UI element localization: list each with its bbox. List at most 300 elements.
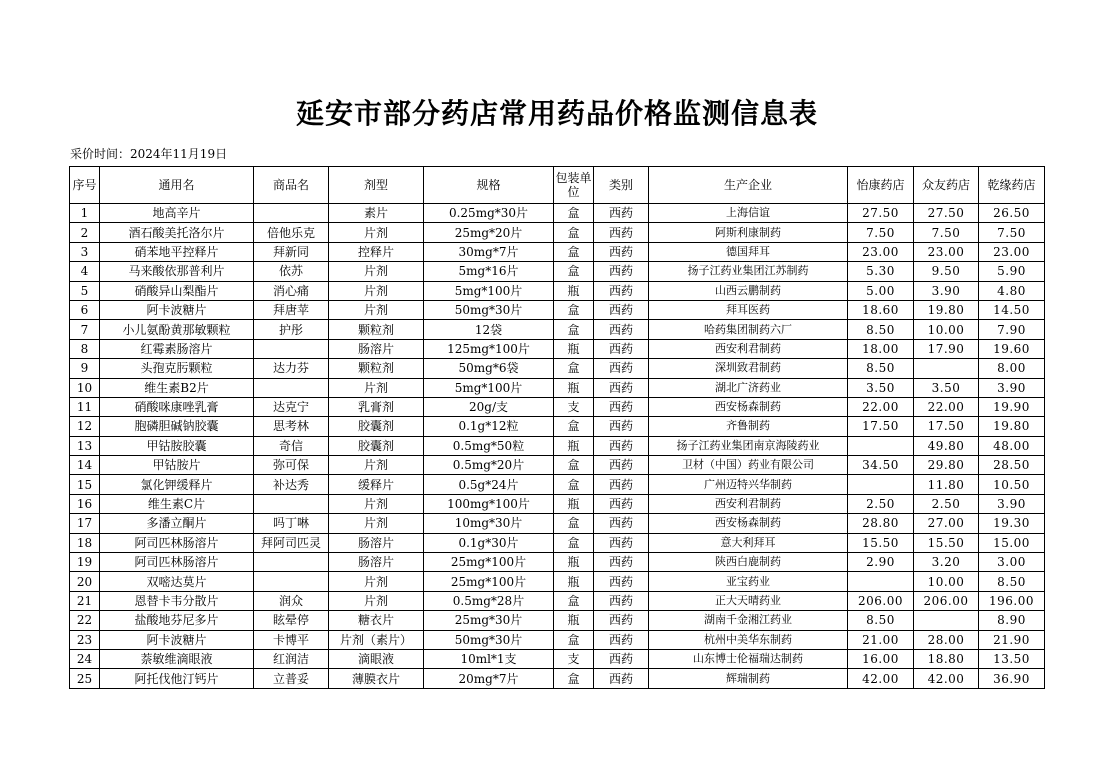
cell-unit: 支	[554, 397, 594, 416]
cell-brand: 眩晕停	[254, 611, 329, 630]
cell-brand: 卡博平	[254, 630, 329, 649]
cell-form: 控释片	[329, 242, 424, 261]
cell-price-yikang: 16.00	[848, 649, 914, 668]
table-row	[70, 359, 1045, 378]
cell-spec: 20g/支	[424, 397, 554, 416]
cell-price-zhongyou: 2.50	[914, 494, 979, 513]
cell-brand	[254, 378, 329, 397]
cell-price-yikang: 206.00	[848, 591, 914, 610]
table-row	[70, 436, 1045, 455]
cell-brand: 消心痛	[254, 281, 329, 300]
cell-generic: 萘敏维滴眼液	[100, 649, 254, 668]
cell-no: 8	[70, 339, 100, 358]
cell-form: 乳膏剂	[329, 397, 424, 416]
cell-brand: 依苏	[254, 262, 329, 281]
cell-price-yikang: 2.50	[848, 494, 914, 513]
cell-brand: 达克宁	[254, 397, 329, 416]
cell-price-qianyuan: 10.50	[979, 475, 1045, 494]
col-header-yikang: 怡康药店	[848, 167, 914, 204]
cell-form: 肠溶片	[329, 533, 424, 552]
cell-category: 西药	[594, 262, 649, 281]
price-table	[69, 166, 1045, 689]
cell-price-qianyuan: 13.50	[979, 649, 1045, 668]
cell-category: 西药	[594, 281, 649, 300]
table-row	[70, 223, 1045, 242]
cell-price-zhongyou: 22.00	[914, 397, 979, 416]
cell-price-qianyuan: 7.50	[979, 223, 1045, 242]
cell-no: 19	[70, 553, 100, 572]
cell-maker: 阿斯利康制药	[649, 223, 848, 242]
cell-category: 西药	[594, 417, 649, 436]
cell-price-zhongyou: 10.00	[914, 320, 979, 339]
cell-no: 16	[70, 494, 100, 513]
cell-category: 西药	[594, 494, 649, 513]
cell-brand: 补达秀	[254, 475, 329, 494]
cell-price-zhongyou: 17.90	[914, 339, 979, 358]
survey-time: 采价时间：2024年11月19日	[70, 147, 228, 161]
cell-maker: 山东博士伦福瑞达制药	[649, 649, 848, 668]
cell-brand	[254, 553, 329, 572]
cell-form: 片剂	[329, 281, 424, 300]
cell-spec: 5mg*100片	[424, 281, 554, 300]
cell-generic: 阿卡波糖片	[100, 300, 254, 319]
cell-form: 缓释片	[329, 475, 424, 494]
cell-brand: 拜阿司匹灵	[254, 533, 329, 552]
cell-spec: 25mg*100片	[424, 553, 554, 572]
cell-maker: 西安利君制药	[649, 339, 848, 358]
cell-no: 10	[70, 378, 100, 397]
cell-generic: 小儿氨酚黄那敏颗粒	[100, 320, 254, 339]
cell-unit: 瓶	[554, 339, 594, 358]
cell-category: 西药	[594, 320, 649, 339]
cell-no: 21	[70, 591, 100, 610]
cell-price-yikang: 2.90	[848, 553, 914, 572]
cell-price-yikang: 8.50	[848, 611, 914, 630]
cell-generic: 阿托伐他汀钙片	[100, 669, 254, 688]
cell-unit: 盒	[554, 591, 594, 610]
table-row	[70, 339, 1045, 358]
cell-spec: 25mg*20片	[424, 223, 554, 242]
cell-spec: 50mg*30片	[424, 630, 554, 649]
cell-unit: 盒	[554, 262, 594, 281]
cell-price-qianyuan: 28.50	[979, 456, 1045, 475]
cell-unit: 盒	[554, 514, 594, 533]
table-row	[70, 494, 1045, 513]
cell-no: 6	[70, 300, 100, 319]
cell-generic: 恩替卡韦分散片	[100, 591, 254, 610]
cell-generic: 红霉素肠溶片	[100, 339, 254, 358]
cell-unit: 盒	[554, 417, 594, 436]
cell-maker: 卫材（中国）药业有限公司	[649, 456, 848, 475]
cell-brand: 护彤	[254, 320, 329, 339]
cell-price-yikang	[848, 436, 914, 455]
cell-price-yikang: 17.50	[848, 417, 914, 436]
cell-form: 片剂	[329, 494, 424, 513]
cell-price-zhongyou: 23.00	[914, 242, 979, 261]
cell-spec: 5mg*16片	[424, 262, 554, 281]
table-row	[70, 572, 1045, 591]
table-row	[70, 242, 1045, 261]
cell-category: 西药	[594, 300, 649, 319]
cell-category: 西药	[594, 649, 649, 668]
table-row	[70, 281, 1045, 300]
cell-form: 片剂	[329, 223, 424, 242]
cell-price-yikang: 18.60	[848, 300, 914, 319]
cell-spec: 30mg*7片	[424, 242, 554, 261]
cell-brand	[254, 339, 329, 358]
cell-category: 西药	[594, 591, 649, 610]
cell-price-zhongyou: 3.50	[914, 378, 979, 397]
cell-category: 西药	[594, 359, 649, 378]
cell-price-qianyuan: 3.00	[979, 553, 1045, 572]
cell-price-qianyuan: 8.00	[979, 359, 1045, 378]
cell-unit: 盒	[554, 242, 594, 261]
table-row	[70, 204, 1045, 223]
cell-price-qianyuan: 21.90	[979, 630, 1045, 649]
cell-unit: 盒	[554, 456, 594, 475]
cell-spec: 10mg*30片	[424, 514, 554, 533]
page-title: 延安市部分药店常用药品价格监测信息表	[295, 97, 818, 130]
cell-price-qianyuan: 196.00	[979, 591, 1045, 610]
cell-category: 西药	[594, 553, 649, 572]
col-header-category: 类别	[594, 167, 649, 204]
cell-category: 西药	[594, 397, 649, 416]
cell-price-zhongyou: 206.00	[914, 591, 979, 610]
cell-spec: 25mg*100片	[424, 572, 554, 591]
table-row	[70, 669, 1045, 688]
cell-form: 片剂	[329, 378, 424, 397]
cell-form: 胶囊剂	[329, 417, 424, 436]
cell-no: 14	[70, 456, 100, 475]
cell-maker: 西安杨森制药	[649, 397, 848, 416]
cell-no: 24	[70, 649, 100, 668]
cell-generic: 阿司匹林肠溶片	[100, 533, 254, 552]
cell-unit: 盒	[554, 223, 594, 242]
cell-category: 西药	[594, 630, 649, 649]
cell-form: 片剂	[329, 300, 424, 319]
cell-brand: 奇信	[254, 436, 329, 455]
cell-generic: 酒石酸美托洛尔片	[100, 223, 254, 242]
col-header-unit: 包装单位	[554, 167, 594, 204]
cell-category: 西药	[594, 669, 649, 688]
cell-price-yikang: 22.00	[848, 397, 914, 416]
cell-unit: 瓶	[554, 572, 594, 591]
cell-spec: 0.5mg*50粒	[424, 436, 554, 455]
cell-price-yikang: 18.00	[848, 339, 914, 358]
cell-brand: 立普妥	[254, 669, 329, 688]
cell-price-qianyuan: 23.00	[979, 242, 1045, 261]
cell-category: 西药	[594, 533, 649, 552]
cell-maker: 扬子江药业集团南京海陵药业	[649, 436, 848, 455]
cell-price-yikang: 34.50	[848, 456, 914, 475]
cell-generic: 甲钴胺胶囊	[100, 436, 254, 455]
cell-maker: 拜耳医药	[649, 300, 848, 319]
cell-price-zhongyou: 49.80	[914, 436, 979, 455]
cell-unit: 瓶	[554, 494, 594, 513]
cell-unit: 盒	[554, 533, 594, 552]
cell-form: 肠溶片	[329, 553, 424, 572]
cell-unit: 盒	[554, 630, 594, 649]
cell-brand: 拜新同	[254, 242, 329, 261]
cell-brand: 吗丁啉	[254, 514, 329, 533]
cell-price-qianyuan: 48.00	[979, 436, 1045, 455]
cell-maker: 上海信谊	[649, 204, 848, 223]
cell-price-zhongyou: 15.50	[914, 533, 979, 552]
cell-price-zhongyou: 11.80	[914, 475, 979, 494]
cell-unit: 瓶	[554, 281, 594, 300]
cell-no: 12	[70, 417, 100, 436]
cell-price-yikang: 42.00	[848, 669, 914, 688]
cell-spec: 10ml*1支	[424, 649, 554, 668]
cell-generic: 地高辛片	[100, 204, 254, 223]
table-row	[70, 591, 1045, 610]
cell-form: 糖衣片	[329, 611, 424, 630]
cell-no: 3	[70, 242, 100, 261]
cell-category: 西药	[594, 572, 649, 591]
cell-brand: 弥可保	[254, 456, 329, 475]
cell-brand: 红润洁	[254, 649, 329, 668]
cell-price-qianyuan: 19.30	[979, 514, 1045, 533]
cell-no: 23	[70, 630, 100, 649]
cell-maker: 西安利君制药	[649, 494, 848, 513]
cell-no: 1	[70, 204, 100, 223]
cell-price-qianyuan: 15.00	[979, 533, 1045, 552]
cell-spec: 25mg*30片	[424, 611, 554, 630]
cell-form: 片剂（素片）	[329, 630, 424, 649]
table-body	[70, 204, 1045, 689]
cell-price-zhongyou: 7.50	[914, 223, 979, 242]
cell-spec: 20mg*7片	[424, 669, 554, 688]
cell-category: 西药	[594, 339, 649, 358]
cell-unit: 瓶	[554, 553, 594, 572]
cell-price-zhongyou: 3.90	[914, 281, 979, 300]
col-header-no: 序号	[70, 167, 100, 204]
col-header-qianyuan: 乾缘药店	[979, 167, 1045, 204]
cell-category: 西药	[594, 475, 649, 494]
cell-price-yikang: 3.50	[848, 378, 914, 397]
cell-generic: 硝酸异山梨酯片	[100, 281, 254, 300]
cell-price-qianyuan: 8.90	[979, 611, 1045, 630]
cell-no: 11	[70, 397, 100, 416]
col-header-spec: 规格	[424, 167, 554, 204]
cell-no: 7	[70, 320, 100, 339]
cell-price-zhongyou: 9.50	[914, 262, 979, 281]
cell-category: 西药	[594, 242, 649, 261]
cell-category: 西药	[594, 456, 649, 475]
cell-form: 片剂	[329, 514, 424, 533]
cell-price-zhongyou: 42.00	[914, 669, 979, 688]
cell-form: 胶囊剂	[329, 436, 424, 455]
cell-form: 薄膜衣片	[329, 669, 424, 688]
cell-category: 西药	[594, 204, 649, 223]
cell-maker: 广州迈特兴华制药	[649, 475, 848, 494]
cell-no: 25	[70, 669, 100, 688]
cell-price-zhongyou: 18.80	[914, 649, 979, 668]
cell-price-yikang	[848, 572, 914, 591]
cell-price-qianyuan: 8.50	[979, 572, 1045, 591]
cell-generic: 头孢克肟颗粒	[100, 359, 254, 378]
cell-maker: 湖南千金湘江药业	[649, 611, 848, 630]
table-row	[70, 378, 1045, 397]
cell-maker: 陕西白鹿制药	[649, 553, 848, 572]
cell-price-qianyuan: 14.50	[979, 300, 1045, 319]
cell-price-yikang	[848, 475, 914, 494]
col-header-maker: 生产企业	[649, 167, 848, 204]
cell-spec: 0.5g*24片	[424, 475, 554, 494]
cell-price-zhongyou: 27.00	[914, 514, 979, 533]
table-row	[70, 262, 1045, 281]
table-row	[70, 533, 1045, 552]
cell-maker: 德国拜耳	[649, 242, 848, 261]
cell-brand	[254, 494, 329, 513]
cell-price-yikang: 21.00	[848, 630, 914, 649]
cell-maker: 杭州中美华东制药	[649, 630, 848, 649]
cell-no: 9	[70, 359, 100, 378]
cell-generic: 维生素B2片	[100, 378, 254, 397]
cell-form: 片剂	[329, 262, 424, 281]
cell-form: 颗粒剂	[329, 320, 424, 339]
cell-maker: 湖北广济药业	[649, 378, 848, 397]
col-header-form: 剂型	[329, 167, 424, 204]
cell-category: 西药	[594, 611, 649, 630]
cell-unit: 瓶	[554, 378, 594, 397]
cell-price-qianyuan: 7.90	[979, 320, 1045, 339]
cell-maker: 哈药集团制药六厂	[649, 320, 848, 339]
cell-maker: 扬子江药业集团江苏制药	[649, 262, 848, 281]
cell-no: 18	[70, 533, 100, 552]
cell-spec: 12袋	[424, 320, 554, 339]
table-row	[70, 630, 1045, 649]
cell-unit: 盒	[554, 669, 594, 688]
cell-price-yikang: 15.50	[848, 533, 914, 552]
table-row	[70, 397, 1045, 416]
table-row	[70, 553, 1045, 572]
cell-price-qianyuan: 3.90	[979, 494, 1045, 513]
cell-generic: 硝酸咪康唑乳膏	[100, 397, 254, 416]
cell-maker: 亚宝药业	[649, 572, 848, 591]
col-header-zhongyou: 众友药店	[914, 167, 979, 204]
table-row	[70, 649, 1045, 668]
cell-price-yikang: 28.80	[848, 514, 914, 533]
cell-unit: 瓶	[554, 436, 594, 455]
cell-category: 西药	[594, 223, 649, 242]
cell-maker: 辉瑞制药	[649, 669, 848, 688]
cell-brand	[254, 204, 329, 223]
cell-no: 2	[70, 223, 100, 242]
cell-maker: 深圳致君制药	[649, 359, 848, 378]
cell-price-qianyuan: 26.50	[979, 204, 1045, 223]
cell-unit: 盒	[554, 204, 594, 223]
cell-price-zhongyou: 19.80	[914, 300, 979, 319]
cell-spec: 0.1g*30片	[424, 533, 554, 552]
cell-no: 15	[70, 475, 100, 494]
cell-price-qianyuan: 3.90	[979, 378, 1045, 397]
cell-brand	[254, 572, 329, 591]
table-row	[70, 320, 1045, 339]
cell-unit: 盒	[554, 300, 594, 319]
cell-no: 17	[70, 514, 100, 533]
cell-unit: 盒	[554, 320, 594, 339]
cell-form: 肠溶片	[329, 339, 424, 358]
table-row	[70, 475, 1045, 494]
cell-generic: 盐酸地芬尼多片	[100, 611, 254, 630]
cell-price-yikang: 27.50	[848, 204, 914, 223]
cell-price-yikang: 5.30	[848, 262, 914, 281]
cell-brand: 润众	[254, 591, 329, 610]
cell-price-zhongyou: 29.80	[914, 456, 979, 475]
cell-generic: 阿司匹林肠溶片	[100, 553, 254, 572]
cell-brand: 拜唐苹	[254, 300, 329, 319]
cell-maker: 齐鲁制药	[649, 417, 848, 436]
cell-spec: 0.5mg*28片	[424, 591, 554, 610]
cell-no: 4	[70, 262, 100, 281]
cell-generic: 甲钴胺片	[100, 456, 254, 475]
cell-spec: 5mg*100片	[424, 378, 554, 397]
table-row	[70, 300, 1045, 319]
cell-category: 西药	[594, 378, 649, 397]
cell-form: 片剂	[329, 456, 424, 475]
cell-price-qianyuan: 19.80	[979, 417, 1045, 436]
cell-maker: 正大天晴药业	[649, 591, 848, 610]
cell-form: 颗粒剂	[329, 359, 424, 378]
cell-unit: 支	[554, 649, 594, 668]
cell-generic: 氯化钾缓释片	[100, 475, 254, 494]
cell-generic: 多潘立酮片	[100, 514, 254, 533]
cell-no: 5	[70, 281, 100, 300]
cell-spec: 100mg*100片	[424, 494, 554, 513]
cell-unit: 盒	[554, 359, 594, 378]
table-row	[70, 456, 1045, 475]
cell-price-zhongyou	[914, 611, 979, 630]
col-header-generic: 通用名	[100, 167, 254, 204]
cell-unit: 瓶	[554, 611, 594, 630]
cell-spec: 0.1g*12粒	[424, 417, 554, 436]
cell-form: 片剂	[329, 572, 424, 591]
cell-brand: 倍他乐克	[254, 223, 329, 242]
cell-maker: 西安杨森制药	[649, 514, 848, 533]
cell-generic: 阿卡波糖片	[100, 630, 254, 649]
cell-price-zhongyou	[914, 359, 979, 378]
cell-price-zhongyou: 17.50	[914, 417, 979, 436]
cell-form: 片剂	[329, 591, 424, 610]
cell-price-yikang: 7.50	[848, 223, 914, 242]
col-header-brand: 商品名	[254, 167, 329, 204]
cell-no: 22	[70, 611, 100, 630]
cell-spec: 50mg*30片	[424, 300, 554, 319]
cell-no: 20	[70, 572, 100, 591]
cell-no: 13	[70, 436, 100, 455]
cell-generic: 马来酸依那普利片	[100, 262, 254, 281]
cell-unit: 盒	[554, 475, 594, 494]
table-row	[70, 514, 1045, 533]
cell-maker: 山西云鹏制药	[649, 281, 848, 300]
cell-price-yikang: 23.00	[848, 242, 914, 261]
cell-category: 西药	[594, 514, 649, 533]
cell-price-qianyuan: 5.90	[979, 262, 1045, 281]
cell-category: 西药	[594, 436, 649, 455]
cell-brand: 达力芬	[254, 359, 329, 378]
cell-price-zhongyou: 10.00	[914, 572, 979, 591]
cell-price-yikang: 8.50	[848, 320, 914, 339]
cell-spec: 125mg*100片	[424, 339, 554, 358]
cell-price-zhongyou: 28.00	[914, 630, 979, 649]
cell-brand: 思考林	[254, 417, 329, 436]
table-header-row	[70, 167, 1045, 204]
cell-price-zhongyou: 3.20	[914, 553, 979, 572]
cell-price-qianyuan: 36.90	[979, 669, 1045, 688]
cell-spec: 50mg*6袋	[424, 359, 554, 378]
cell-price-yikang: 8.50	[848, 359, 914, 378]
